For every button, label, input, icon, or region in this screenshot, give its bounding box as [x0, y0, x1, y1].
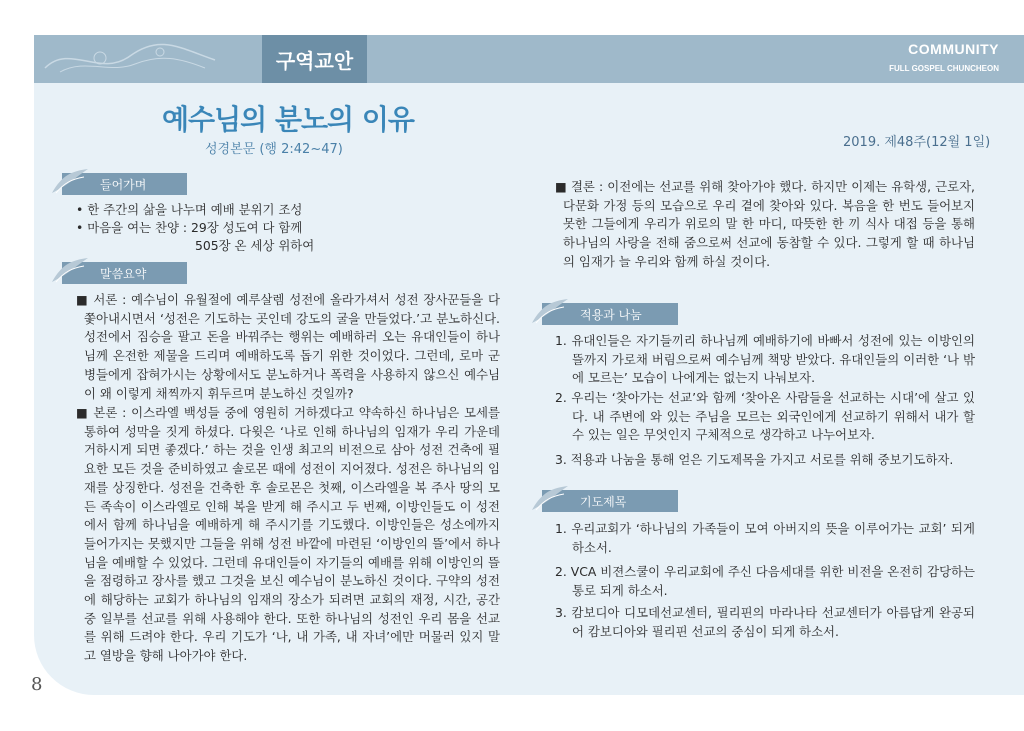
- brand-title: COMMUNITY: [908, 41, 999, 57]
- summary-conclusion-paragraph: ■ 결론 : 이전에는 선교를 위해 찾아가야 했다. 하지만 이제는 유학생, 근로자, 다문화 가정 등의 모습으로 우리 곁에 찾아와 있다. 복음을 한 번도 들어보지 못한 그들에게 우리가 위로의 말 한 마디, 따뜻한 한 끼 식사 대접 등을 통해 하나님의 사랑을 전해 줌으로써 선교에 동참할 수 있다. 그렇게 할 때 하나님의 임재가 늘 우리와 함께 하실 것이다.: [555, 179, 975, 269]
- section-label-box: [262, 35, 367, 83]
- leaf-icon: [50, 165, 90, 195]
- application-item: 2. 우리는 ‘찾아가는 선교’와 함께 ‘찾아온 사람들을 선교하는 시대’에 살고 있다. 내 주변에 와 있는 주님을 모르는 외국인에게 선교하기 위해서 내가 할 수 있는 일은 무엇인지 구체적으로 생각하고 나누어보자.: [555, 390, 975, 443]
- prayer-heading-bar: [542, 490, 678, 512]
- prayer-heading: 기도제목: [580, 495, 627, 509]
- intro-heading-bar: [62, 173, 187, 195]
- application-item: 3. 적용과 나눔을 통해 얻은 기도제목을 가지고 서로를 위해 중보기도하자.: [555, 452, 954, 467]
- summary-intro-paragraph: ■ 서론 : 예수님이 유월절에 예루살렘 성전에 올라가셔서 성전 장사꾼들을 다 쫓아내시면서 ‘성전은 기도하는 곳인데 강도의 굴을 만들었다.’고 분노하신다. 성전에서 짐승을 팔고 돈을 바꿔주는 행위는 예배하러 오는 유대인들이 하나님께 온전한 제물을 드리며 예배하도록 돕기 위한 것이었다. 그런데, 로마 군병들에게 잡혀가시는 상황에서도 분노하거나 폭력을 사용하지 않으신 예수님이 왜 이렇게 채찍까지 휘두르며 분노하신 것일까?: [76, 292, 500, 401]
- page-number: 8: [31, 674, 43, 695]
- lesson-date: 2019. 제48주(12월 1일): [843, 135, 991, 150]
- prayer-item: 2. VCA 비젼스쿨이 우리교회에 주신 다음세대를 위한 비전을 온전히 감당하는 통로 되게 하소서.: [555, 564, 975, 598]
- scripture-reference: 성경본문 (행 2:42~47): [205, 142, 343, 157]
- section-label: 구역교안: [275, 49, 354, 73]
- intro-item: 505장 온 세상 위하여: [195, 238, 315, 253]
- leaf-icon: [530, 482, 570, 512]
- application-heading-bar: [542, 303, 678, 325]
- brand-subtitle: FULL GOSPEL CHUNCHEON: [889, 64, 999, 73]
- application-item: 1. 유대인들은 자기들끼리 하나님께 예배하기에 바빠서 성전에 있는 이방인의 뜰까지 가로채 버림으로써 예수님께 책망 받았다. 유대인들의 이러한 ‘나 밖에 모르는’ 모습이 나에게는 없는지 나눠보자.: [555, 333, 975, 386]
- intro-item: • 한 주간의 삶을 나누며 예배 분위기 조성: [76, 202, 303, 217]
- leaf-icon: [50, 254, 90, 284]
- summary-body-paragraph: ■ 본론 : 이스라엘 백성들 중에 영원히 거하겠다고 약속하신 하나님은 모세를 통하여 성막을 짓게 하셨다. 다윗은 ‘나로 인해 하나님의 임재가 우리 가운데 거하시게 되면 좋겠다.’ 하는 것을 인생 최고의 비전으로 삼아 성전 건축에 필요한 모든 것을 준비하였고 솔로몬 때에 성전이 지어졌다. 성전은 하나님의 임재를 상징한다. 성전을 건축한 후 솔로몬은 첫째, 이스라엘을 복 주사 땅의 모든 족속이 이스라엘로 인해 복을 받게 해 주시고 두 번째, 이방인들도 이 성전에서 함께 하나님을 예배하게 해 주시기를 기도했다. 이방인들은 성소에까지 들어가지는 못했지만 그들을 위해 성전 바깥에 마련된 ‘이방인의 뜰’에서 하나님을 예배할 수 있었다. 그런데 유대인들이 자기들의 예배를 위해 이방인의 뜰을 점령하고 장사를 했고 그것을 보신 예수님이 분노하신 것이다. 구약의 성전에 해당하는 교회가 하나님의 임재의 장소가 되려면 교회의 재정, 시간, 공간 중 일부를 선교를 위해 사용해야 한다. 또한 하나님의 성전인 우리 몸을 선교를 위해 드려야 한다. 우리 기도가 ‘나, 내 가족, 내 자녀’에만 머물러 있지 말고 열방을 향해 나아가야 한다.: [76, 405, 500, 664]
- summary-heading: 말씀요약: [100, 267, 147, 281]
- prayer-item: 1. 우리교회가 ‘하나님의 가족들이 모여 아버지의 뜻을 이루어가는 교회’ 되게 하소서.: [555, 521, 975, 555]
- swirl-ornament-icon: [40, 38, 230, 80]
- summary-heading-bar: [62, 262, 187, 284]
- leaf-icon: [530, 295, 570, 325]
- intro-heading: 들어가며: [100, 178, 147, 192]
- intro-item: • 마음을 여는 찬양 : 29장 성도여 다 함께: [76, 220, 303, 235]
- application-heading: 적용과 나눔: [580, 308, 642, 322]
- lesson-title: 예수님의 분노의 이유: [162, 103, 414, 136]
- prayer-item: 3. 캄보디아 디모데선교센터, 필리핀의 마라나타 선교센터가 아름답게 완공되어 캄보디아와 필리핀 선교의 중심이 되게 하소서.: [555, 605, 975, 639]
